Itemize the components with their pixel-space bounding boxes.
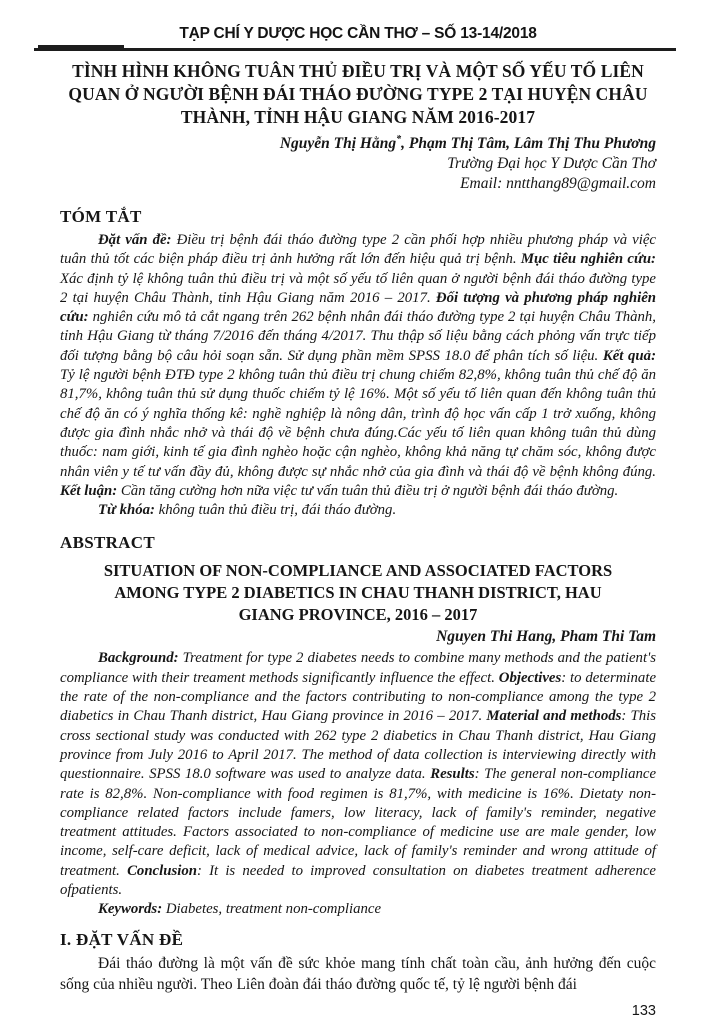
keywords-line: Keywords: Diabetes, treatment non-compliance [98, 901, 382, 918]
affiliation-line: Trường Đại học Y Dược Cần Thơ [447, 155, 656, 172]
tukhoa-line: Từ khóa: không tuân thủ điều trị, đái tháo đường. [98, 502, 397, 519]
page-number: 133 [631, 1003, 656, 1019]
journal-name: TẠP CHÍ Y DƯỢC HỌC CẦN THƠ – SỐ 13-14/2018 [179, 25, 537, 42]
article-title-vi: TÌNH HÌNH KHÔNG TUÂN THỦ ĐIỀU TRỊ VÀ MỘT SỐ YẾU TỐ LIÊN QUAN Ở NGƯỜI BỆNH ĐÁI THÁO ĐƯỜNG TYPE 2 TẠI HUYỆN CHÂU THÀNH, TỈNH HẬU GIANG NĂM 2016-2017 [68, 61, 648, 127]
header-rule [34, 45, 676, 51]
abstract-paragraph: Background: Treatment for type 2 diabetes needs to combine many methods and the patient's compliance with their treament methods significantly influence the effect. Objectives: to determinate the rate of the non-compliance and the factors contributing to non-compliance among the type 2 diabetics in Chau Thanh district, Hau Giang province in 2016 – 2017. Material and methods: This cross sectional study was conducted with 262 type 2 diabetics in Chau Thanh district, Hau Giang province from July 2016 to April 2017. The method of data collection is interviewing directly with questionnaire. SPSS 18.0 software was used to analyze data. Results: The general non-compliance rate is 82,8%. Non-compliance with food regimen is 81,7%, with medicine is 16%. Dietaty non-compliance related factors include famers, low literacy, lack of family's reminder, negative treatment attitudes. Factors associated to non-compliance of medicine use are male gender, low income, self-care deficit, lack of medical advice, lack of family's reminder and wrong attitude of treatment. Conclusion: It is needed to improved consultation on diabetes treatment adherence ofpatients. [60, 650, 657, 899]
section-heading-tomtat: TÓM TẮT [60, 207, 142, 226]
section-heading-intro: I. ĐẶT VẤN ĐỀ [60, 929, 184, 949]
article-title-en: SITUATION OF NON-COMPLIANCE AND ASSOCIATED FACTORS AMONG TYPE 2 DIABETICS IN CHAU THANH DISTRICT, HAU GIANG PROVINCE, 2016 – 2017 [103, 561, 613, 625]
authors-line: Nguyễn Thị Hằng*, Phạm Thị Tâm, Lâm Thị Thu Phương [279, 133, 656, 152]
email-line: Email: nntthang89@gmail.com [460, 175, 656, 192]
section-heading-abstract: ABSTRACT [60, 533, 155, 553]
authors-line-en: Nguyen Thi Hang, Pham Thi Tam [436, 628, 656, 646]
running-header [60, 24, 656, 51]
intro-paragraph: Đái tháo đường là một vấn đề sức khỏe mang tính chất toàn cầu, ảnh hưởng đến cuộc sống của nhiều người. Theo Liên đoàn đái tháo đường quốc tế, tỷ lệ người bệnh đái [60, 954, 656, 994]
tomtat-paragraph: Đặt vấn đề: Điều trị bệnh đái tháo đường type 2 cần phối hợp nhiều phương pháp và việc tuân thủ tốt các biện pháp điều trị ảnh hưởng rất lớn đến hiệu quả trị bệnh. Mục tiêu nghiên cứu: Xác định tỷ lệ không tuân thủ điều trị và một số yếu tố liên quan ở người bệnh đái tháo đường type 2 tại huyện Châu Thành, tỉnh Hậu Giang năm 2016 – 2017. Đối tượng và phương pháp nghiên cứu: nghiên cứu mô tả cắt ngang trên 262 bệnh nhân đái tháo đường type 2 tại huyện Châu Thành, tỉnh Hậu Giang từ tháng 7/2016 đến tháng 4/2017. Thu thập số liệu bằng cách phỏng vấn trực tiếp đối tượng bằng bộ câu hỏi soạn sẵn. Sử dụng phần mềm SPSS 18.0 để phân tích số liệu. Kết quả: Tỷ lệ người bệnh ĐTĐ type 2 không tuân thủ điều trị chung chiếm 82,8%, không tuân thủ chế độ ăn 81,7%, không tuân thủ sử dụng thuốc chiếm tỷ lệ 16%. Một số yếu tố liên quan đến không tuân thủ chế độ ăn có ý nghĩa thống kê: nghề nghiệp là nông dân, trình độ học vấn cấp 1 trở xuống, không được gia đình nhắc nhở và thái độ về bệnh chưa đúng.Các yếu tố liên quan không tuân thủ dùng thuốc: nam giới, kinh tế gia đình nghèo hoặc cận nghèo, không khả năng tự chăm sóc, không được nhân viên y tế tư vấn đầy đủ, không được sự nhắc nhở của gia đình và thái độ về bệnh không đúng. Kết luận: Cần tăng cường hơn nữa việc tư vấn tuân thủ điều trị ở người bệnh đái tháo đường. [60, 232, 657, 499]
